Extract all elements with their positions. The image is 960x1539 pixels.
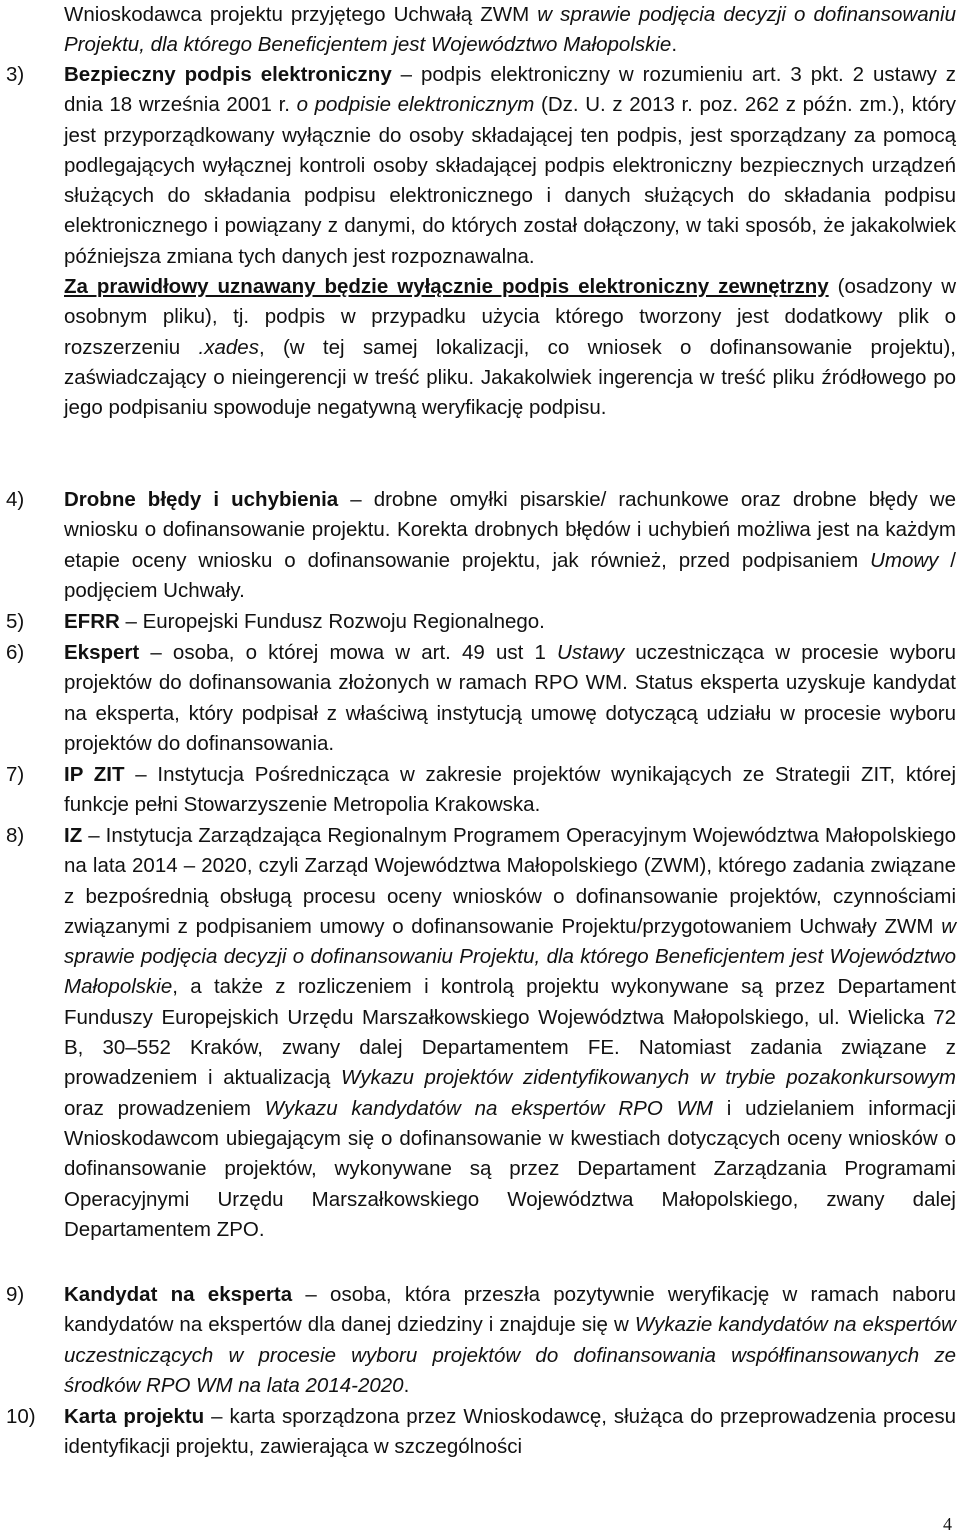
text-run: i udzielaniem informacji Wnioskodawcom ubiegającym się o dofinansowanie w kwestiach dotyczących oceny wniosków o dofinansowanie projektów, wykonywane są przez Departament Zarządzania Programami Operacyjnymi Urzędu Marszałkowskiego Województwa Małopolskiego, zwany dalej Departamentem ZPO. bbox=[64, 1096, 956, 1241]
item-number: 8) bbox=[6, 824, 25, 847]
definition-term: Karta projektu bbox=[64, 1405, 205, 1428]
item-number: 9) bbox=[6, 1283, 25, 1306]
definition-term: Bezpieczny podpis elektroniczny bbox=[64, 63, 392, 86]
definition-term: IP ZIT bbox=[64, 763, 125, 786]
italic-text: Wykazie kandydatów na ekspertów uczestniczących w procesie wyboru projektów do dofinansowania współfinansowanych ze środków RPO WM na lata 2014-2020 bbox=[64, 1313, 956, 1397]
text-run: , (w tej samej lokalizacji, co wniosek o dofinansowanie projektu), zaświadczający o nieingerencji w treść pliku. Jakakolwiek ingerencja w treść pliku źródłowego po jego podpisaniu spowoduje negatywną weryfikację podpisu. bbox=[64, 335, 956, 420]
text-run: – osoba, która przeszła pozytywnie weryfikację w ramach naboru kandydatów na ekspertów dla danej dziedziny i znajduje się w bbox=[64, 1283, 956, 1337]
text-run: oraz prowadzeniem bbox=[64, 1096, 265, 1120]
text-run: – podpis elektroniczny w rozumieniu art. 3 pkt. 2 ustawy z dnia 18 września 2001 r. bbox=[64, 63, 956, 117]
text-run: Wnioskodawca projektu przyjętego Uchwałą ZWM bbox=[64, 3, 538, 26]
italic-text: Umowy bbox=[870, 548, 939, 572]
italic-text: Wykazu projektów zidentyfikowanych w trybie pozakonkursowym bbox=[340, 1066, 956, 1090]
definition-text bbox=[64, 1402, 956, 1463]
definition-text bbox=[64, 1280, 956, 1401]
text-run: , a także z rozliczeniem i kontrolą projektu wykonywane są przez Departament Funduszy Europejskich Urzędu Marszałkowskiego Województwa Małopolskiego, ul. Wielicka 72 B, 30–552 Kraków, zwany dalej Departamentem FE. Natomiast zadania związane z prowadzeniem i aktualizacją bbox=[64, 975, 956, 1090]
continuation-text bbox=[64, 0, 956, 61]
item-number: 3) bbox=[6, 63, 25, 86]
text-run: – Europejski Fundusz Rozwoju Regionalnego. bbox=[119, 610, 545, 633]
definition-text bbox=[64, 60, 956, 424]
text-run: / podjęciem Uchwały. bbox=[64, 548, 956, 602]
definition-text bbox=[64, 485, 956, 606]
text-run: . bbox=[403, 1373, 410, 1397]
definition-term: Kandydat na eksperta bbox=[64, 1283, 293, 1306]
italic-text: .xades bbox=[198, 335, 259, 359]
text-run: – osoba, o której mowa w art. 49 ust 1 bbox=[139, 641, 558, 664]
italic-text: w sprawie podjęcia decyzji o dofinansowaniu Projektu, dla którego Beneficjentem jest Województwo Małopolskie bbox=[64, 3, 956, 57]
underlined-text: Za prawidłowy uznawany będzie wyłącznie podpis elektroniczny zewnętrzny bbox=[64, 275, 829, 299]
definition-term: EFRR bbox=[64, 610, 120, 633]
text-run: . bbox=[671, 33, 678, 57]
text-run: – drobne omyłki pisarskie/ rachunkowe oraz drobne błędy we wniosku o dofinansowanie projektu. Korekta drobnych błędów i uchybień możliwa jest na każdym etapie oceny wniosku o dofinansowanie projektu, jak również, przed podpisaniem bbox=[64, 488, 956, 572]
definition-text bbox=[64, 638, 956, 759]
item-number: 7) bbox=[6, 763, 25, 786]
italic-text: w sprawie podjęcia decyzji o dofinansowaniu Projektu, dla którego Beneficjentem jest Województwo Małopolskie bbox=[64, 914, 956, 999]
page-number: 4 bbox=[943, 1514, 952, 1534]
text-run: (osadzony w osobnym pliku), tj. podpis w przypadku użycia którego tworzony jest dodatkowy plik o rozszerzeniu bbox=[64, 275, 957, 359]
italic-text: Ustawy bbox=[557, 641, 625, 664]
definition-text bbox=[64, 821, 956, 1245]
text-run: uczestnicząca w procesie wyboru projektów do dofinansowania złożonych w ramach RPO WM. Status eksperta uzyskuje kandydat na eksperta, który podpisał z właściwą instytucją umowę dotyczącą udziału w procesie wyboru projektów do dofinansowania. bbox=[64, 641, 956, 755]
definition-term: Drobne błędy i uchybienia bbox=[64, 488, 339, 511]
item-number: 5) bbox=[6, 610, 25, 633]
definition-text bbox=[64, 760, 956, 821]
italic-text: Wykazu kandydatów na ekspertów RPO WM bbox=[264, 1096, 714, 1120]
item-number: 10) bbox=[6, 1405, 36, 1428]
item-number: 4) bbox=[6, 488, 25, 511]
definition-term: IZ bbox=[64, 824, 83, 847]
text-run: – Instytucja Zarządzająca Regionalnym Programem Operacyjnym Województwa Małopolskiego na lata 2014 – 2020, czyli Zarząd Województwa Małopolskiego (ZWM), którego zadania związane z bezpośrednią obsługą procesu oceny wniosków o dofinansowanie projektów, czynnościami związanymi z podpisaniem umowy o dofinansowanie Projektu/przygotowaniem Uchwały ZWM bbox=[64, 824, 956, 938]
definition-term: Ekspert bbox=[64, 641, 140, 664]
text-run: – Instytucja Pośrednicząca w zakresie projektów wynikających ze Strategii ZIT, której funkcje pełni Stowarzyszenie Metropolia Krakowska. bbox=[64, 763, 956, 817]
definition-text bbox=[64, 607, 956, 637]
text-run: – karta sporządzona przez Wnioskodawcę, służąca do przeprowadzenia procesu identyfikacji projektu, zawierająca w szczególności bbox=[64, 1405, 956, 1459]
text-run: (Dz. U. z 2013 r. poz. 262 z późn. zm.), który jest przyporządkowany wyłącznie do osoby składającej ten podpis, jest sporządzany za pomocą podlegających wyłącznej kontroli osoby składającej podpis elektroniczny bezpiecznych urządzeń służących do składania podpisu elektronicznego i danych służących do składania podpisu elektronicznego i powiązany z danymi, do których został dołączony, w taki sposób, że jakakolwiek późniejsza zmiana tych danych jest rozpoznawalna. bbox=[64, 93, 956, 268]
item-number: 6) bbox=[6, 641, 25, 664]
italic-text: o podpisie elektronicznym bbox=[296, 93, 535, 117]
